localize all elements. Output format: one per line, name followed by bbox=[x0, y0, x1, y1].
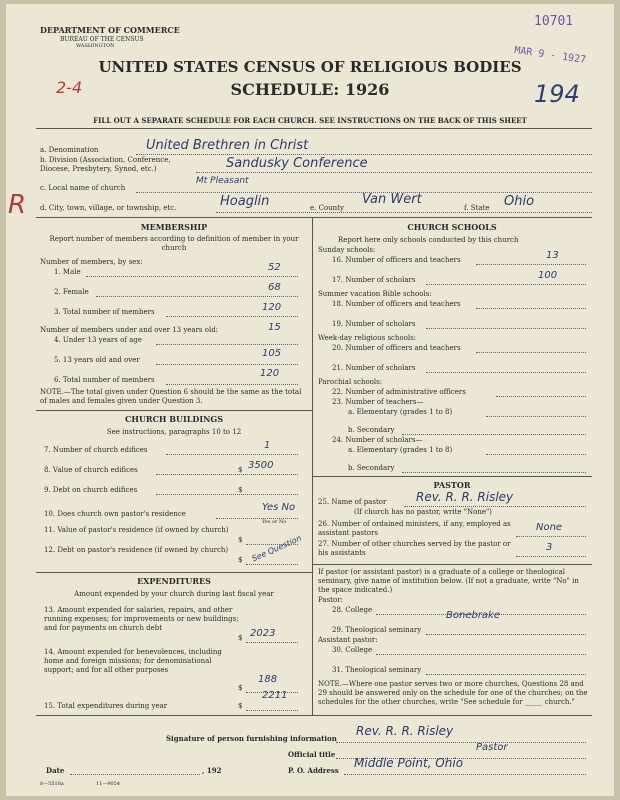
membership-heading: MEMBERSHIP bbox=[140, 222, 208, 232]
q7-value: 1 bbox=[264, 440, 271, 451]
graduate-note: If pastor (or assistant pastor) is a graduate of a college or theological seminary, give name of institution below. (If not a graduate, write "No" in the space indicated.) bbox=[318, 568, 579, 594]
q23-label: 23. Number of teachers— bbox=[332, 398, 424, 406]
q3-value: 120 bbox=[262, 302, 282, 313]
q29-label: 29. Theological seminary bbox=[332, 626, 422, 634]
membership-intro: Report number of members according to definition of member in your church bbox=[49, 235, 299, 252]
q18-label: 18. Number of officers and teachers bbox=[332, 300, 461, 308]
q14-label: 14. Amount expended for benevolences, including home and foreign missions; for denominational support; and for all other purposes bbox=[44, 648, 222, 674]
q30-label: 30. College bbox=[332, 646, 373, 654]
q4-label: 4. Under 13 years of age bbox=[54, 336, 142, 344]
expenditures-heading: EXPENDITURES bbox=[137, 576, 211, 586]
q22-label: 22. Number of administrative officers bbox=[332, 388, 466, 396]
q6-label: 6. Total number of members bbox=[54, 376, 155, 384]
q1-label: 1. Male bbox=[54, 268, 81, 276]
form-title: UNITED STATES CENSUS OF RELIGIOUS BODIES bbox=[98, 58, 522, 76]
q25-value: Rev. R. R. Risley bbox=[416, 490, 514, 504]
division-value: Sandusky Conference bbox=[226, 156, 368, 171]
parochial-schools: Parochial schools: bbox=[318, 378, 383, 386]
q5-value: 105 bbox=[262, 348, 282, 359]
q16-label: 16. Number of officers and teachers bbox=[332, 256, 461, 264]
q24a-label: a. Elementary (grades 1 to 8) bbox=[348, 446, 453, 454]
q20-label: 20. Number of officers and teachers bbox=[332, 344, 461, 352]
q7-label: 7. Number of church edifices bbox=[44, 446, 148, 454]
q5-label: 5. 13 years old and over bbox=[54, 356, 140, 364]
q25-label: 25. Name of pastor bbox=[318, 498, 387, 506]
dept-name: DEPARTMENT OF COMMERCE bbox=[40, 25, 180, 35]
q12-label: 12. Debt on pastor's residence (if owned by church) bbox=[44, 546, 229, 554]
pencil-mark: 2-4 bbox=[56, 78, 83, 97]
q27-value: 3 bbox=[546, 542, 553, 553]
q4-value: 15 bbox=[268, 322, 281, 333]
assistant-label: Assistant pastor: bbox=[318, 636, 378, 644]
stamp-number: 10701 bbox=[534, 14, 574, 29]
signature-label: Signature of person furnishing information bbox=[166, 734, 337, 743]
q10-value: Yes No bbox=[262, 502, 296, 513]
denomination-label: a. Denomination bbox=[40, 146, 99, 154]
pastor-label: Pastor: bbox=[318, 596, 343, 604]
q19-label: 19. Number of scholars bbox=[332, 320, 416, 328]
q17-value: 100 bbox=[538, 270, 558, 281]
q9-label: 9. Debt on church edifices bbox=[44, 486, 138, 494]
official-title-value: Pastor bbox=[476, 742, 508, 753]
q24b-label: b. Secondary bbox=[348, 464, 395, 472]
q3-label: 3. Total number of members bbox=[54, 308, 155, 316]
q13-label: 13. Amount expended for salaries, repairs, and other running expenses; for improvements or new buildings; and for payments on church debt bbox=[44, 606, 239, 632]
address-label: P. O. Address bbox=[288, 766, 339, 775]
schedule-title: SCHEDULE: 1926 bbox=[230, 80, 390, 99]
division-label: b. Division (Association, Conference, Diocese, Presbytery, Synod, etc.) bbox=[40, 156, 171, 173]
city-name: WASHINGTON bbox=[76, 43, 115, 49]
county-label: e. County bbox=[310, 204, 344, 212]
city-value: Hoaglin bbox=[220, 194, 270, 209]
q17-label: 17. Number of scholars bbox=[332, 276, 416, 284]
local-name-value: Mt Pleasant bbox=[196, 176, 249, 186]
expenditures-intro: Amount expended by your church during last fiscal year bbox=[74, 590, 274, 598]
date-year: , 192 bbox=[202, 766, 222, 775]
county-value: Van Wert bbox=[362, 192, 422, 207]
q8-label: 8. Value of church edifices bbox=[44, 466, 138, 474]
q12-value: See Question bbox=[250, 533, 303, 564]
q8-value: 3500 bbox=[248, 460, 274, 471]
sunday-schools: Sunday schools: bbox=[318, 246, 376, 254]
buildings-intro: See instructions, paragraphs 10 to 12 bbox=[106, 428, 242, 436]
city-label: d. City, town, village, or township, etc. bbox=[40, 204, 177, 212]
print-code: 11—9054 bbox=[96, 781, 121, 787]
local-name-label: c. Local name of church bbox=[40, 184, 126, 192]
q26-label: 26. Number of ordained ministers, if any, employed as assistant pastors bbox=[318, 520, 511, 537]
q25-note: (If church has no pastor, write "None") bbox=[354, 508, 492, 516]
q26-value: None bbox=[536, 522, 563, 533]
weekday-schools: Week-day religious schools: bbox=[318, 334, 417, 342]
q15-label: 15. Total expenditures during year bbox=[44, 702, 168, 710]
members-by-sex: Number of members, by sex: bbox=[40, 258, 143, 266]
q16-value: 13 bbox=[546, 250, 559, 261]
denomination-value: United Brethren in Christ bbox=[146, 138, 309, 153]
q15-value: 2211 bbox=[262, 690, 288, 701]
stamp-date: MAR 9 - 1927 bbox=[513, 45, 587, 66]
handwritten-number: 194 bbox=[534, 80, 580, 108]
q2-label: 2. Female bbox=[54, 288, 89, 296]
pastor-note: NOTE.—Where one pastor serves two or more churches, Questions 28 and 29 should be answered only on the schedule for one of the churches; on the schedules for the other churches, write "See schedule for _____ church." bbox=[318, 680, 588, 706]
margin-mark: R bbox=[8, 190, 27, 220]
q2-value: 68 bbox=[268, 282, 281, 293]
q10-label: 10. Does church own pastor's residence bbox=[44, 510, 186, 518]
q6-value: 120 bbox=[260, 368, 280, 379]
address-value: Middle Point, Ohio bbox=[354, 756, 464, 770]
form-code: 8—5518a bbox=[40, 781, 64, 787]
bureau-name: BUREAU OF THE CENSUS bbox=[60, 36, 144, 43]
buildings-heading: CHURCH BUILDINGS bbox=[125, 414, 223, 424]
census-form: DEPARTMENT OF COMMERCE BUREAU OF THE CENSUS WASHINGTON 10701 MAR 9 - 1927 194 2-4 R UNITED STATES CENSUS OF RELIGIOUS BODIES SCHEDULE: 1926 FILL OUT A SEPARATE SCHEDULE FOR EACH CHURCH. SEE INSTRUCTIONS ON THE BACK OF THIS SHEET a. Denomination United Brethren in Christ b. Division (Association, Conference, Diocese, Presbytery, Synod, etc.) Sandusky Conference c. Local name of church Mt Pleasant d. City, town, village, or township, etc. Hoaglin e. County Van Wert f. State Ohio MEMBERSHIP Report number of members according to definition of member in your church Number of members, by sex: 1. Male 52 2. Female 68 3. Total number of members 120 Number of members under and over 13 years old: 4. Under 13 years of age 15 5. 13 years old and over 105 6. Total number of members 120 NOTE.—The total given under Question 6 should be the same as the total of males and females given under Question 3. CHURCH BUILDINGS See instructions, paragraphs 10 to 12 7. Number of church edifices 1 8. Value of church edifices $ 3500 9. Debt on church edifices $ 10. Does church own pastor's residence Yes No Yes or No 11. Value of pastor's residence (if owned by church) $ 12. Debt on pastor's residence (if owned by church) $ See Question EXPENDITURES Amount expended by your church during last fiscal year 13. Amount expended for salaries, repairs, and other running expenses; for improvements or new buildings; and for payments on church debt $ 2023 14. Amount expended for benevolences, including home and foreign missions; for denominational support; and for all other purposes $ 188 15. Total expenditures during year $ 2211 CHURCH SCHOOLS Report here only schools conducted by this church Sunday schools: 16. Number of officers and teachers 13 17. Number of scholars 100 Summer vacation Bible schools: 18. Number of officers and teachers 19. Number of scholars Week-day religious schools: 20. Number of officers and teachers 21. Number of scholars Parochial schools: 22. Number of administrative officers 23. Number of teachers— a. Elementary (grades 1 to 8) b. Secondary 24. Number of scholars— a. Elementary (grades 1 to 8) b. Secondary PASTOR 25. Name of pastor Rev. R. R. Risley (If church has no pastor, write "None") 26. Number of ordained ministers, if any, employed as assistant pastors None 27. Number of other churches served by the pastor or his assistants 3 If pastor (or assistant pastor) is a graduate of a college or theological seminary, give name of institution below. (If not a graduate, write "No" in the space indicated.) Pastor: 28. College 29. Theological seminary Bonebrake Assistant pastor: 30. College 31. Theological seminary NOTE.—Where one pastor serves two or more churches, Questions 28 and 29 should be answered only on the schedule for one of the churches; on the schedules for the other churches, write "See schedule for _____ church." Signature of person furnishing information Rev. R. R. Risley Official title Pastor Date , 192 P. O. Address Middle Point, Ohio 8—5518a 11—9054 bbox=[6, 4, 614, 796]
q28-label: 28. College bbox=[332, 606, 373, 614]
signature-value: Rev. R. R. Risley bbox=[356, 724, 454, 738]
state-value: Ohio bbox=[504, 194, 535, 209]
pastor-heading: PASTOR bbox=[433, 480, 471, 490]
schools-intro: Report here only schools conducted by this church bbox=[338, 236, 519, 244]
q23b-label: b. Secondary bbox=[348, 426, 395, 434]
schools-heading: CHURCH SCHOOLS bbox=[407, 222, 497, 232]
q13-value: 2023 bbox=[250, 628, 276, 639]
members-by-age: Number of members under and over 13 years old: bbox=[40, 326, 219, 334]
vacation-schools: Summer vacation Bible schools: bbox=[318, 290, 432, 298]
official-title-label: Official title bbox=[288, 750, 336, 759]
q14-value: 188 bbox=[258, 674, 278, 685]
state-label: f. State bbox=[464, 204, 490, 212]
q29-value: Bonebrake bbox=[446, 610, 500, 621]
q31-label: 31. Theological seminary bbox=[332, 666, 422, 674]
q24-label: 24. Number of scholars— bbox=[332, 436, 423, 444]
q21-label: 21. Number of scholars bbox=[332, 364, 416, 372]
instruction-line: FILL OUT A SEPARATE SCHEDULE FOR EACH CHURCH. SEE INSTRUCTIONS ON THE BACK OF THIS SHEET bbox=[93, 116, 527, 125]
q11-label: 11. Value of pastor's residence (if owned by church) bbox=[44, 526, 229, 534]
date-label: Date bbox=[46, 766, 65, 775]
q27-label: 27. Number of other churches served by the pastor or his assistants bbox=[318, 540, 511, 557]
membership-note: NOTE.—The total given under Question 6 should be the same as the total of males and females given under Question 3. bbox=[40, 388, 302, 405]
yes-no-hint: Yes or No bbox=[262, 519, 287, 525]
q23a-label: a. Elementary (grades 1 to 8) bbox=[348, 408, 453, 416]
q1-value: 52 bbox=[268, 262, 281, 273]
